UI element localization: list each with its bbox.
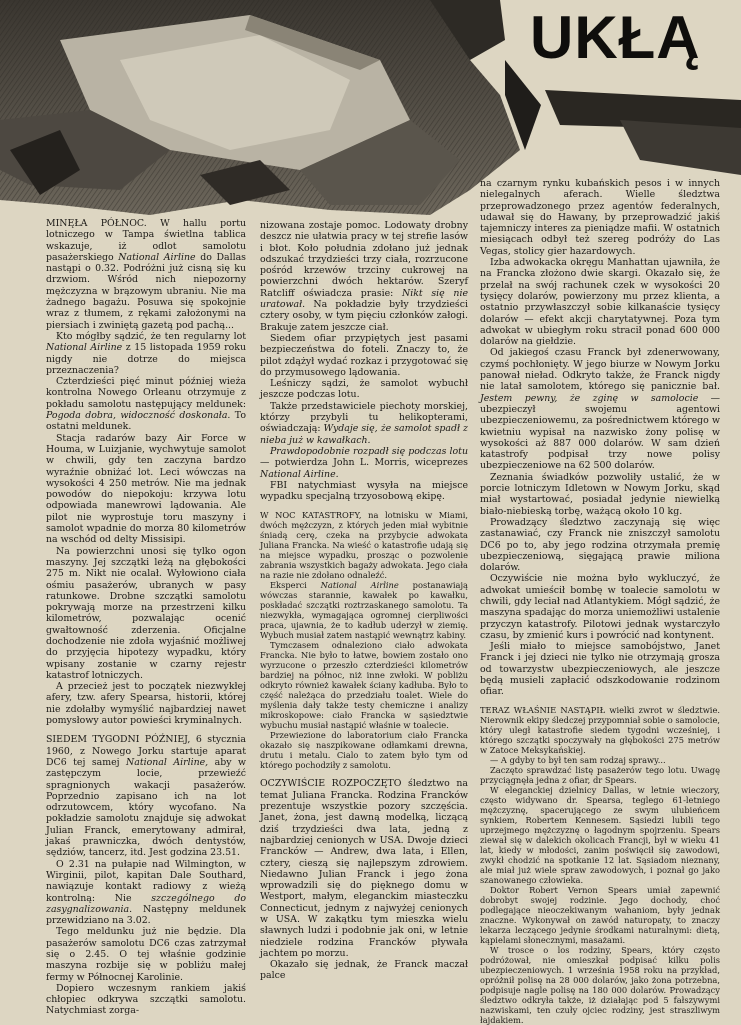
headline-word: UKŁĄ <box>530 4 701 71</box>
paragraph-7a: SIEDEM TYGODNI PÓŹNIEJ, 6 stycznia 1960, z Nowego Jorku startuje aparat DC6 tej samej <box>46 734 246 768</box>
paragraph-10: Dopiero wczesnym rankiem jakiś chłopiec odkrywa szczątki samolotu. Natychmiast zorga- <box>46 982 246 1017</box>
paragraph-3c: — ubezpieczył swojemu agentowi ubezpieczeniowemu, za pośrednictwem którego w kwietniu wypisał na nazwisko żony polisę w wysokości aż 887 000 dolarów. W sam dzień katastrofy podpisał trzy nowe polisy ubezpieczeniowe na 62 500 dolarów. <box>480 392 720 472</box>
paragraph-4: Stacja radarów bazy Air Force w Houma, w Luizjanie, wychwytuje samolot w chwili, gdy ten zaczyna bardzo wyraźnie obniżać lot. Leci wówczas na wysokości 4 250 metrów. Nie ma jednak powodów do niepokoju: krzywa lotu odpowiada manewrowi lądowania. Ale pilot nie wyprostuje toru maszyny i samolot wpadnie do morza 80 kilometrów na wschód od delty Missisipi. <box>46 432 246 546</box>
paragraph-1: na czarnym rynku kubańskich pesos i w innych nielegalnych aferach. Wielle śledztwa przeprowadzonego przez agentów federalnych, udawał się do Hawany, by przeprowadzić jakiś tajemniczy interes za pieniądze mafii. W ostatnich miesiącach odbył też szereg podróży do Las Vegas, stolicy gier hazardowych. <box>480 178 720 257</box>
paragraph-5: Na powierzchni unosi się tylko ogon maszyny. Jej szczątki leżą na głębokości 275 m. Nikt nie ocalał. Wyłowiono ciała ośmiu pasażerów, ubranych w pasy ratunkowe. Drobne szczątki samolotu pokrywają morze na przestrzeni kilku kilometrów, pozwalając ocenić gwałtowność zderzenia. Oficjalne dochodzenie nie zdoła wyjaśnić możliwej do przyjęcia hipotezy wypadku, który wpisany zostanie w czarny rejestr katastrof lotniczych. <box>46 545 246 681</box>
paragraph-5: Prowadzący śledztwo zaczynają się więc zastanawiać, czy Franck nie zniszczył samolotu DC6 po to, aby jego rodzina otrzymała premię ubezpieczeniową, sięgającą prawie miliona dolarów. <box>480 516 720 574</box>
paragraph-3a: Czterdzieści pięć minut później wieża kontrolna Nowego Orleanu otrzymuje z pokładu samolotu następujący meldunek: <box>46 376 246 410</box>
paragraph-7c: aby w zastępczym locie, przewieźć spragnionych wakacji pasażerów. Poprzednio zapisano ich na lot odrzutowcem, który wycofano. Na pokładzie samolotu znajduje się adwokat Julian Franck, emerytowany admirał, jakaś prawniczka, dwóch dentystów, sędziów, tancerz, itd. Jest godzina 23.51. <box>46 756 247 859</box>
paragraph-8a: TERAZ WŁAŚNIE NASTĄPIŁ wielki zwrot w śledztwie. Nierownik ekipy śledczej przypomniał sobie o samolocie, który uległ katastrofie siedem tygodni wcześniej, i którego szczątki spoczywały na głębokości 275 metrów w Zatoce Meksykańskiej. <box>480 704 720 755</box>
column-3 <box>480 178 720 1025</box>
paragraph-5b: — potwierdza John L. Morris, wiceprezes <box>260 457 468 469</box>
paragraph-1: nizowana zostaje pomoc. Lodowaty drobny deszcz nie ułatwia pracy w tej strefie lasów i błot. Koło południa zdołano już jednak odszukać trzydzieści trzy ciała, rozrzucone pośród krzewów trzciny cukrowej na powierzchni dwóch hektarów. Szeryf Ratcliff oświadcza prasie: <box>260 220 468 299</box>
paragraph-7: W NOC KATASTROFY, na lotnisku w Miami, dwóch mężczyzn, z których jeden miał wybitnie śniadą cerę, czeka na przybycie adwokata Juliana Francka. Na wieść o katastrofie udają się na miejsce wypadku, prosząc o pozwolenie zabrania wszystkich bagaży adwokata. Jego ciała na razie nie zdołano odnaleźć. <box>260 510 468 581</box>
paragraph-1a: MINĘŁA PÓŁNOC. W hallu portu lotniczego w Tampa świetlna tablica wskazuje, iż odlot samolotu pasażerskiego <box>46 218 246 263</box>
paragraph-12: W trosce o los rodziny, Spears, który często podróżował, nie omieszkał podpisać kilku polis ubezpieczeniowych. 1 września 1958 roku na przykład, opróżnił polisę na 28 000 dolarów, jako żona potrzebna, podpisuje nagle polisę na 180 000 dolarów. Prowadzący śledztwo odkryła także, iż działając pod 5 fałszywymi nazwiskami, ten czuły ojciec rodziny, jest straszliwym łajdakiem. <box>480 944 720 1025</box>
paragraph-1c: do Dallas nastąpi o 0.32. Podróżni już cisną się ku drzwiom. Wśród nich niepozorny mężczyzna w brązowym ubraniu. Nie ma żadnego bagażu. Posuwa się spokojnie wraz z tłumem, z rękami założonymi na piersiach i zwiniętą gazetą pod pachą... <box>46 251 246 331</box>
column-1 <box>46 218 246 1017</box>
paragraph-3c: To ostatni meldunek. <box>46 410 246 433</box>
paragraph-8c: Następny meldunek przewidziano na 3.02. <box>46 903 246 927</box>
column-2 <box>260 220 468 982</box>
paragraph-7: Jeśli miało to miejsce samobójstwo, Janet Franck i jej dzieci nie tylko nie otrzymają grosza od towarzystw ubezpieczeniowych, ale jeszcze będą musieli zapłacić odszkodowanie rodzinom ofiar. <box>480 641 720 698</box>
paragraph-2c: z 15 listopada 1959 roku nigdy nie dotrze do miejsca przeznaczenia? <box>46 342 246 376</box>
paragraph-3: Leśniczy sądzi, że samolot wybuchł jeszcze podczas lotu. <box>260 378 468 401</box>
paragraph-2b: National Airline <box>46 342 123 354</box>
paragraph-11: OCZYWIŚCIE ROZPOCZĘTO śledztwo na temat Juliana Francka. Rodzina Francków prezentuje wszystkie pozory szczęścia. Janet, żona, jest dawną modelką, liczącą dziś trzydzieści dwa lata, jedną z najbardziej cenionych w USA. Dwoje dzieci Francków — Andrew, dwa lata, i Ellen, cztery, cieszą się najlepszym zdrowiem. Niedawno Julian Franck i jego żona wprowadzili się do pięknego domu w Westport, małym, eleganckim miasteczku Connecticut, jednym z najwyżej cenionych w USA. W zakątku tym mieszka wielu sławnych ludzi i podobnie jak oni, w letnie niedziele rodzina Francków pływała jachtem po morzu. <box>260 778 468 959</box>
paragraph-6: FBI natychmiast wysyła na miejsce wypadku specjalną trzyosobową ekipę. <box>260 479 468 503</box>
paragraph-3b: Pogoda dobra, widoczność doskonała. <box>46 410 231 422</box>
paragraph-5c: National Airline. <box>260 468 339 480</box>
paragraph-1c: Na pokładzie były trzydzieści cztery osoby, w tym pięciu członków załogi. Brakuje zatem jeszcze ciał. <box>260 299 468 333</box>
paragraph-8a: O 2.31 na pułapie nad Wilmington, w Wirginii, pilot, kapitan Dale Southard, nawiązuje kontakt radiowy z wieżą kontrolną: Nie <box>46 858 246 904</box>
paragraph-12: Okazało się jednak, że Franck maczał palce <box>260 959 468 982</box>
paragraph-11: Doktor Robert Vernon Spears umiał zapewnić dobrobyt swojej rodzinie. Jego dochody, choć podlegające nieoczekiwanym wahaniom, były jednak znaczne. Wykonywał on zawód naturopaty, to znaczy lekarza leczącego jedynie środkami naturalnymi: dietą, kąpielami słonecznymi, masażami. <box>480 884 720 945</box>
paragraph-3a: Od jakiegoś czasu Franck był zdenerwowany, czymś pochłonięty. W jego biurze w Nowym Jorku panował nieład. Odkryto także, że Franck nigdy nie latał samolotem, którego się panicznie bał. <box>480 347 720 393</box>
paragraph-8a: Eksperci <box>270 580 321 591</box>
paragraph-2a: Kto mógłby sądzić, że ten regularny lot <box>56 330 246 342</box>
paragraph-4a: Także przedstawiciele piechoty morskiej, którzy przybyli tu helikopterami, oświadczają: <box>260 400 468 435</box>
paragraph-1b: National Airline <box>118 251 196 263</box>
paragraph-10: W eleganckiej dzielnicy Dallas, w letnie wieczory, często widywano dr. Spearsa, teglego 61-letniego mężczyznę, spacerującego ze swym ulubieńcem synkiem, Robertem Kennesem. Sąsiedzi lubili tego uprzejmego mężczyznę o łagodnym spojrzeniu. Spears ziewał się w dalekich okolicach Francji, był w wieku 41 lat, kiedy w młodości, zanim poświęcił się zawodowi, zwykł chodzić na spotkanie 12 lat. Sąsiadom nieznany, ale miał już wiele spraw zawodowych, i poznał go jako szanowanego człowieka. <box>480 784 720 885</box>
paragraph-10: Przewiezione do laboratorium ciało Francka okazało się naszpikowane odłamkami drewna, drutu i metalu. Cialo to zatem było tym od którego pochodziły z samolotu. <box>260 730 468 771</box>
paragraph-9: Zaczęto sprawdzać listę pasażerów tego lotu. Uwagę przyciągnęła jedna z ofiar, dr Spears. <box>480 764 720 785</box>
paragraph-8c: postanawiają wówczas starannie, kawałek po kawałku, poskładać szczątki roztrzaskanego samolotu. Ta niezwykła, wymagająca ogromnej cierpliwości praca, ujawnia, że to kadłub uderzył w ziemię. Wybuch musiał zatem nastąpić wewnątrz kabiny. <box>260 580 468 641</box>
paragraph-6: A przecież jest to początek niezwykłej afery, tzw. afery Spearsa, historii, której nie zdołałby wymyślić najbardziej nawet pomysłowy autor powieści kryminalnych. <box>46 681 246 727</box>
paragraph-9: Tego meldunku już nie będzie. Dla pasażerów samolotu DC6 czas zatrzymał się o 2.45. O tej właśnie godzinie maszyna rozbije się w pobliżu małej fermy w Północnej Karolinie. <box>46 926 246 983</box>
paragraph-2: Siedem ofiar przypiętych jest pasami bezpieczeństwa do foteli. Znaczy to, że pilot zdążył wydać rozkaz i przygotować się do przymusowego lądowania. <box>260 332 468 378</box>
paragraph-5a: Prawdopodobnie rozpadł się podczas lotu <box>270 445 468 457</box>
paragraph-7b: National Airline, <box>126 756 209 768</box>
paragraph-9: Tymczasem odnaleziono ciało adwokata Francka. Nie było to łatwe, bowiem zostało ono wyrzucone o przeszło czterdzieści kilometrów bardziej na północ, niż inne zwłoki. W pobliżu odkryto również kawałek ściany kadłuba. Było to część należąca do przedziału toalet. Wiele do myślenia dały także testy chemiczne i analizy mikroskopowe: ciało Francka w sąsiedztwie wybuchu musiał nastąpić właśnie w toalecie. <box>260 640 468 731</box>
paragraph-8b: — A gdyby to był ten sam rodzaj sprawy... <box>490 754 666 765</box>
paragraph-8b: szczególnego do zasygnalizowania. <box>46 892 246 915</box>
paragraph-8b: National Airline <box>320 580 399 591</box>
paragraph-4b: Wydaje się, że samolot spadł z nieba już w kawałkach. <box>260 423 468 446</box>
paragraph-2: Izba adwokacka okręgu Manhattan ujawniła, że na Francka złożono dwie skargi. Okazało się, że przelał na swój rachunek czek w wysokości 20 tysięcy dolarów, powierzony mu przez klienta, a ostatnio przywłaszczył sobie kilkanaście tysięcy dolarów — efekt akcji charytatywnej. Poza tym adwokat w ubiegłym roku stracił ponad 600 000 dolarów na giełdzie. <box>480 257 720 348</box>
paragraph-6: Oczywiście nie można było wykluczyć, że adwokat umieścił bombę w toalecie samolotu w chwili, gdy leciał nad Atlantykiem. Mógł sądzić, że maszyna spadając do morza uniemożliwi ustalenie przyczyn katastrofy. Pilotowi jednak wystarczyło czasu, by zmienić kurs i powrócić nad kontynent. <box>480 573 721 641</box>
paragraph-4: Zeznania świadków pozwoliły ustalić, że w porcie lotniczym Idletown w Nowym Jorku, skąd miał wystartować, posiadał jedynie niewielką biało-niebieską torbę, ważącą około 10 kg. <box>480 471 720 517</box>
paragraph-1b: Nikt się nie uratował. <box>260 287 468 311</box>
paragraph-3b: Jestem pewny, że zginę w samolocie <box>480 392 699 404</box>
